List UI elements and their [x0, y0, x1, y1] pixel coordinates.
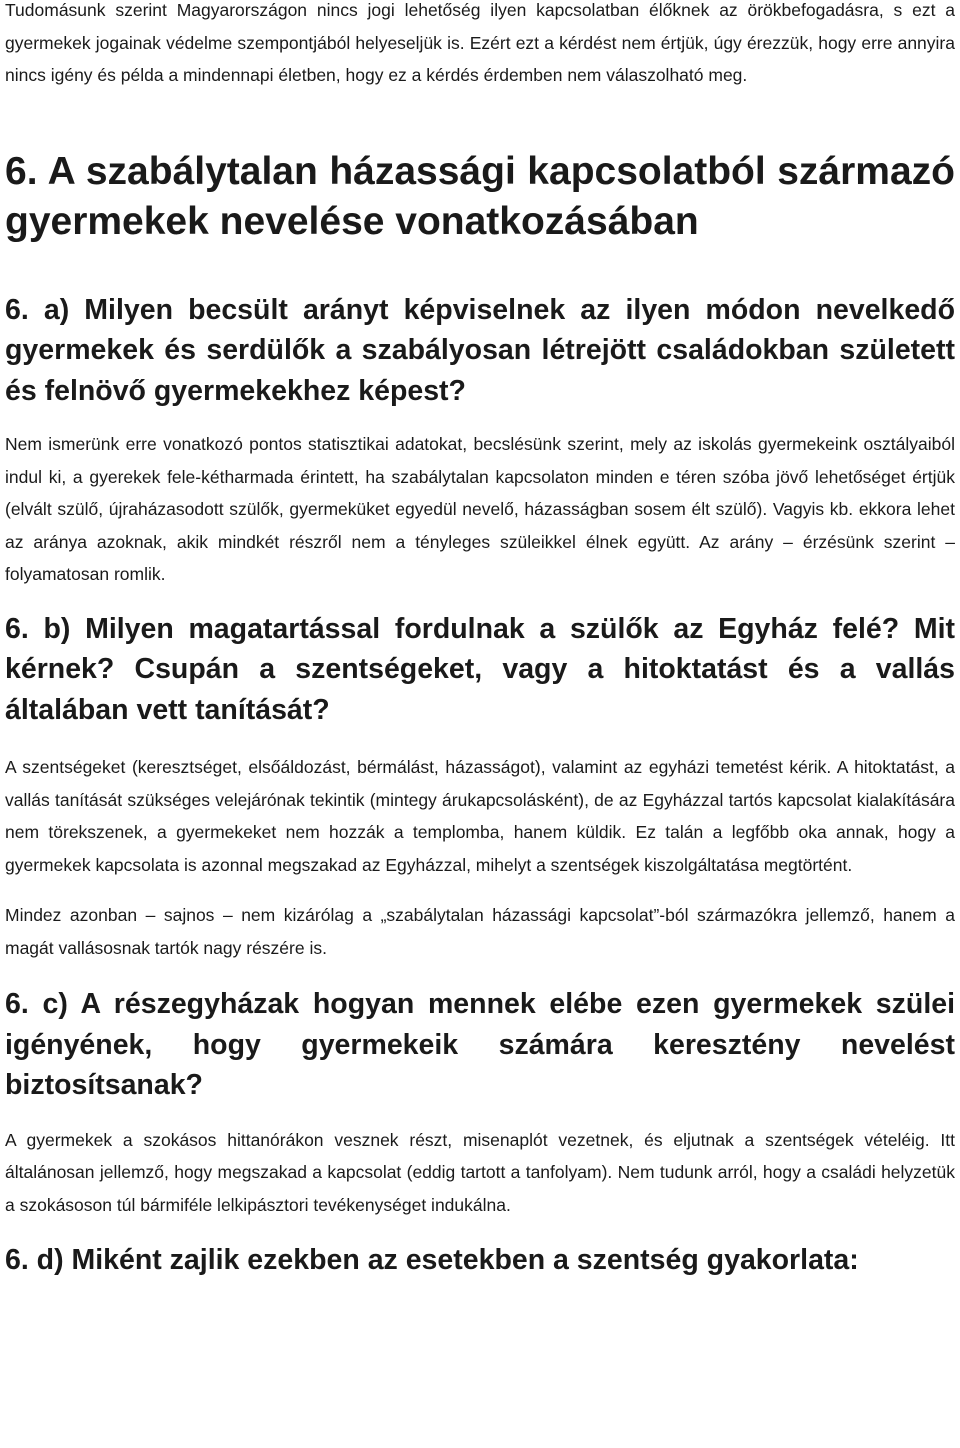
document-page [5, 0, 955, 1281]
question-6d-heading: 6. d) Miként zajlik ezekben az esetekben a szentség gyakorlata: [5, 1244, 859, 1276]
answer-6c-paragraph: A gyermekek a szokásos hittanórákon vesznek részt, misenaplót vezetnek, és eljutnak a szentségek vételéig. Itt általánosan jellemző, hogy megszakad a kapcsolat (eddig tartott a tanfolyam). Nem tudunk arról, hogy a családi helyzetük a szokásoson túl bármiféle lelkipásztori tevékenységet indukálna. [5, 1129, 955, 1215]
answer-6a-paragraph: Nem ismerünk erre vonatkozó pontos statisztikai adatokat, becslésünk szerint, mely az iskolás gyermekeink osztályaiból indul ki, a gyerekek fele-kétharmada érintett, ha szabálytalan kapcsolaton minden e téren szóba jövő lehetőséget értjük (elvált szülő, újraházasodott szülők, gyermeküket egyedül nevelő, házasságban sosem élt szülő). Vagyis kb. ekkora lehet az aránya azoknak, akik mindkét részről nem a tényleges szüleikkel élnek együtt. Az arány – érzésünk szerint – folyamatosan romlik. [5, 434, 955, 584]
question-6c-heading: 6. c) A részegyházak hogyan mennek elébe ezen gyermekek szülei igényének, hogy gyermekeik számára keresztény nevelést biztosítsanak? [5, 988, 955, 1101]
answer-6b-paragraph-2: Mindez azonban – sajnos – nem kizárólag a „szabálytalan házassági kapcsolat”-ból származókra jellemző, hanem a magát vallásosnak tartók nagy részére is. [5, 905, 955, 958]
question-6b-heading: 6. b) Milyen magatartással fordulnak a szülők az Egyház felé? Mit kérnek? Csupán a szentségeket, vagy a hitoktatást és a vallás általában vett tanítását? [5, 612, 955, 726]
answer-6b-paragraph-1: A szentségeket (keresztséget, elsőáldozást, bérmálást, házasságot), valamint az egyházi temetést kérik. A hitoktatást, a vallás tanítását szükséges velejárónak tekintik (mintegy árukapcsolásként), de az Egyházzal tartós kapcsolat kialakítására nem törekszenek, a gyermekeket nem hozzák a templomba, hanem küldik. Ez talán a legfőbb oka annak, hogy a gyermekek kapcsolata is azonnal megszakad az Egyházzal, mihelyt a szentségek kiszolgáltatása megtörtént. [5, 757, 955, 875]
question-6a-heading: 6. a) Milyen becsült arányt képviselnek az ilyen módon nevelkedő gyermekek és serdülők a szabályosan létrejött családokban született és felnövő gyermekekhez képest? [5, 293, 955, 407]
section-heading: 6. A szabálytalan házassági kapcsolatból származó gyermekek nevelése vonatkozásában [5, 149, 955, 243]
intro-paragraph: Tudomásunk szerint Magyarországon nincs jogi lehetőség ilyen kapcsolatban élőknek az örökbefogadásra, s ezt a gyermekek jogainak védelme szempontjából helyeseljük is. Ezért ezt a kérdést nem értjük, úgy érezzük, hogy erre annyira nincs igény és példa a mindennapi életben, hogy ez a kérdés érdemben nem válaszolható meg. [5, 0, 955, 85]
